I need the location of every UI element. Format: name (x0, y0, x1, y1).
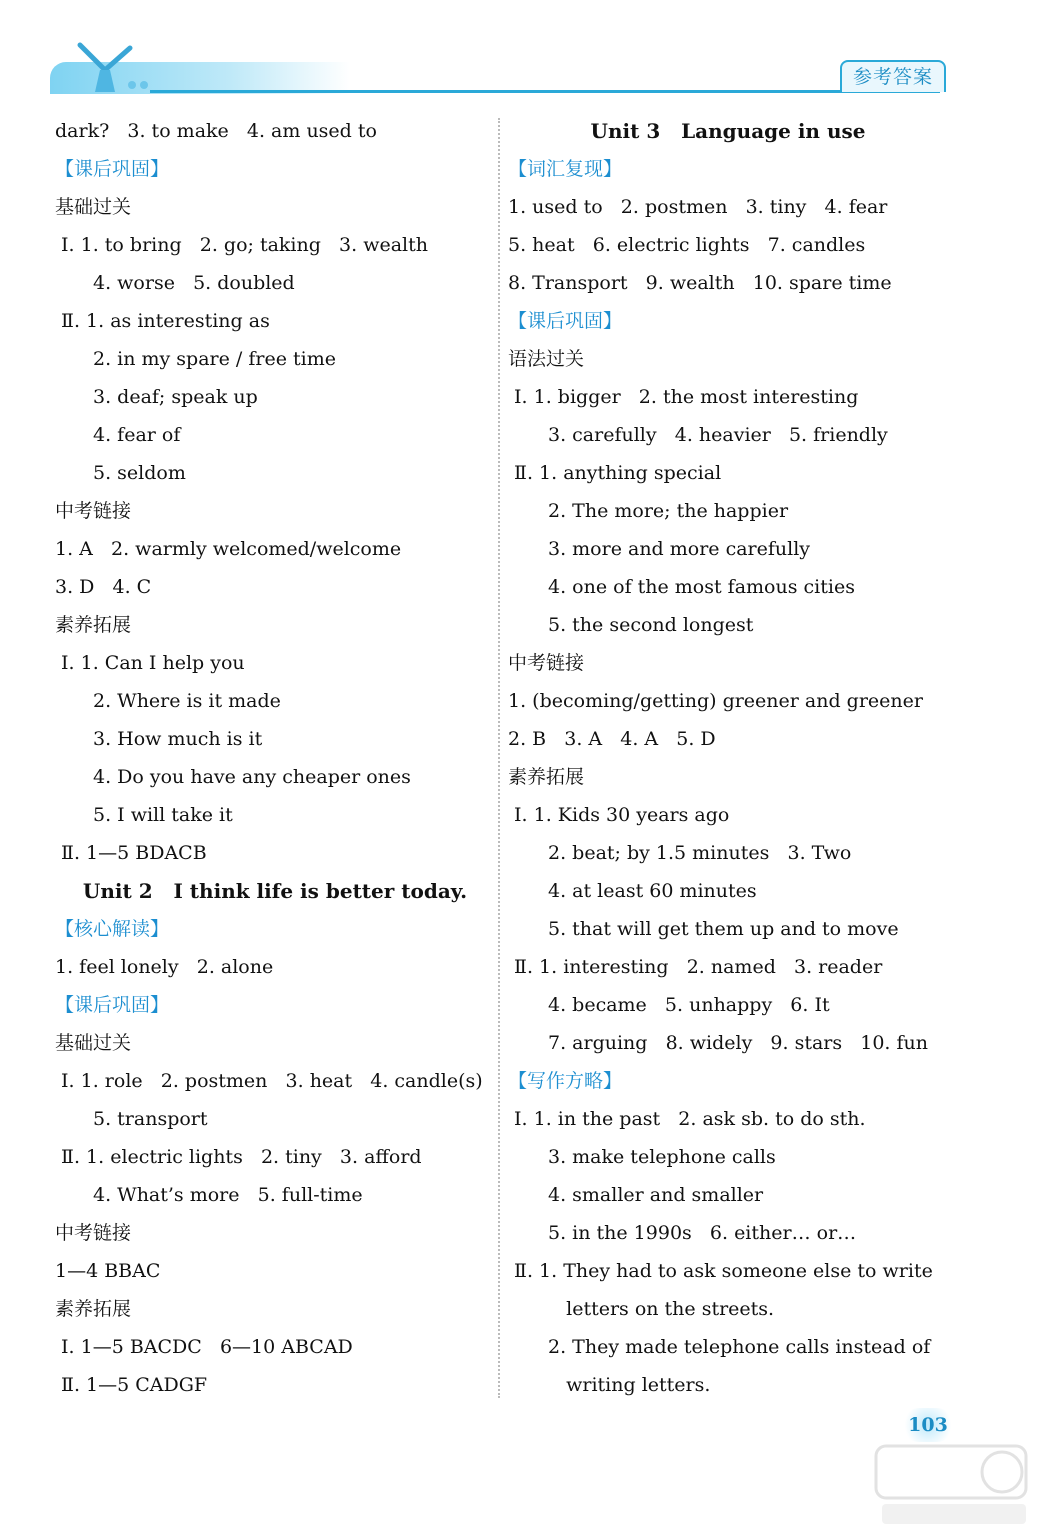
answer-line: Ⅱ. 1—5 CADGF (55, 1374, 208, 1396)
section-heading: 中考链接 (55, 500, 132, 522)
answer-line: 1—4 BBAC (55, 1260, 161, 1282)
header-rule (150, 90, 940, 93)
section-heading: 素养拓展 (508, 766, 585, 788)
answer-line: 4. worse 5. doubled (93, 272, 295, 294)
answer-line: 4. at least 60 minutes (548, 880, 757, 902)
section-tag: 【课后巩固】 (55, 158, 170, 180)
section-heading: 中考链接 (508, 652, 585, 674)
section-tag: 【课后巩固】 (55, 994, 170, 1016)
section-tag: 【课后巩固】 (508, 310, 623, 332)
left-column (55, 112, 495, 1404)
right-column (508, 112, 948, 1404)
answer-line: Ⅰ. 1—5 BACDC 6—10 ABCAD (55, 1336, 353, 1358)
page-header (0, 0, 1048, 100)
section-heading: 语法过关 (508, 348, 585, 370)
section-tag: 【核心解读】 (55, 918, 170, 940)
answer-line: 4. fear of (93, 424, 181, 446)
section-heading: 基础过关 (55, 196, 132, 218)
answer-line: 5. in the 1990s 6. either… or… (548, 1222, 857, 1244)
section-tag: 【词汇复现】 (508, 158, 623, 180)
answer-line: 2. in my spare / free time (93, 348, 336, 370)
answer-line: 5. that will get them up and to move (548, 918, 899, 940)
answer-line: 3. carefully 4. heavier 5. friendly (548, 424, 888, 446)
answer-line: Ⅱ. 1—5 BDACB (55, 842, 207, 864)
answer-line: 2. They made telephone calls instead of (548, 1336, 931, 1358)
answer-line: 2. Where is it made (93, 690, 281, 712)
answer-line: 4. smaller and smaller (548, 1184, 764, 1206)
answer-line: 4. one of the most famous cities (548, 576, 855, 598)
answer-line: Ⅱ. 1. electric lights 2. tiny 3. afford (55, 1146, 422, 1168)
answer-line: 7. arguing 8. widely 9. stars 10. fun (548, 1032, 929, 1054)
answer-line: 2. The more; the happier (548, 500, 789, 522)
answer-line: 3. How much is it (93, 728, 263, 750)
answer-line: 1. A 2. warmly welcomed/welcome (55, 538, 402, 560)
answer-line: Ⅰ. 1. role 2. postmen 3. heat 4. candle(s) (55, 1070, 483, 1092)
answer-line: 4. became 5. unhappy 6. It (548, 994, 830, 1016)
column-divider (498, 118, 500, 1398)
answer-line: Ⅰ. 1. bigger 2. the most interesting (508, 386, 859, 408)
page-number: 103 (902, 1408, 954, 1442)
answer-line: 2. B 3. A 4. A 5. D (508, 728, 716, 750)
answer-line: Ⅱ. 1. anything special (508, 462, 722, 484)
answer-line: Ⅰ. 1. Kids 30 years ago (508, 804, 730, 826)
answer-line: 3. D 4. C (55, 576, 152, 598)
answer-line: 3. more and more carefully (548, 538, 811, 560)
answer-line: Ⅰ. 1. Can I help you (55, 652, 245, 674)
section-heading: 中考链接 (55, 1222, 132, 1244)
answer-line: dark? 3. to make 4. am used to (55, 120, 377, 142)
answer-line: 5. I will take it (93, 804, 233, 826)
answer-line: Ⅰ. 1. to bring 2. go; taking 3. wealth (55, 234, 428, 256)
answer-line: 4. What’s more 5. full-time (93, 1184, 363, 1206)
answer-line: 1. (becoming/getting) greener and greener (508, 690, 923, 712)
answer-key-tab: 参考答案 (840, 60, 946, 92)
section-heading: 素养拓展 (55, 614, 132, 636)
answer-line: 4. Do you have any cheaper ones (93, 766, 411, 788)
answer-line: 1. feel lonely 2. alone (55, 956, 274, 978)
answer-line: Ⅱ. 1. They had to ask someone else to write (508, 1260, 933, 1282)
answer-line: 5. transport (93, 1108, 208, 1130)
answer-line: Ⅰ. 1. in the past 2. ask sb. to do sth. (508, 1108, 866, 1130)
answer-line: 5. the second longest (548, 614, 754, 636)
answer-line: letters on the streets. (548, 1298, 775, 1320)
answer-line: Ⅱ. 1. interesting 2. named 3. reader (508, 956, 883, 978)
answer-line: Ⅱ. 1. as interesting as (55, 310, 270, 332)
watermark-logo (872, 1440, 1032, 1528)
answer-line: 1. used to 2. postmen 3. tiny 4. fear (508, 196, 888, 218)
section-heading: 素养拓展 (55, 1298, 132, 1320)
unit-title: Unit 3 Language in use (590, 119, 866, 143)
section-heading: 基础过关 (55, 1032, 132, 1054)
answer-line: 3. deaf; speak up (93, 386, 258, 408)
answer-line: 3. make telephone calls (548, 1146, 776, 1168)
unit-title: Unit 2 I think life is better today. (82, 879, 468, 903)
answer-line: 2. beat; by 1.5 minutes 3. Two (548, 842, 852, 864)
section-tag: 【写作方略】 (508, 1070, 623, 1092)
answer-line: 5. seldom (93, 462, 186, 484)
answer-line: 8. Transport 9. wealth 10. spare time (508, 272, 892, 294)
answer-line: 5. heat 6. electric lights 7. candles (508, 234, 866, 256)
answer-line: writing letters. (548, 1374, 711, 1396)
windmill-logo-icon (60, 40, 160, 95)
